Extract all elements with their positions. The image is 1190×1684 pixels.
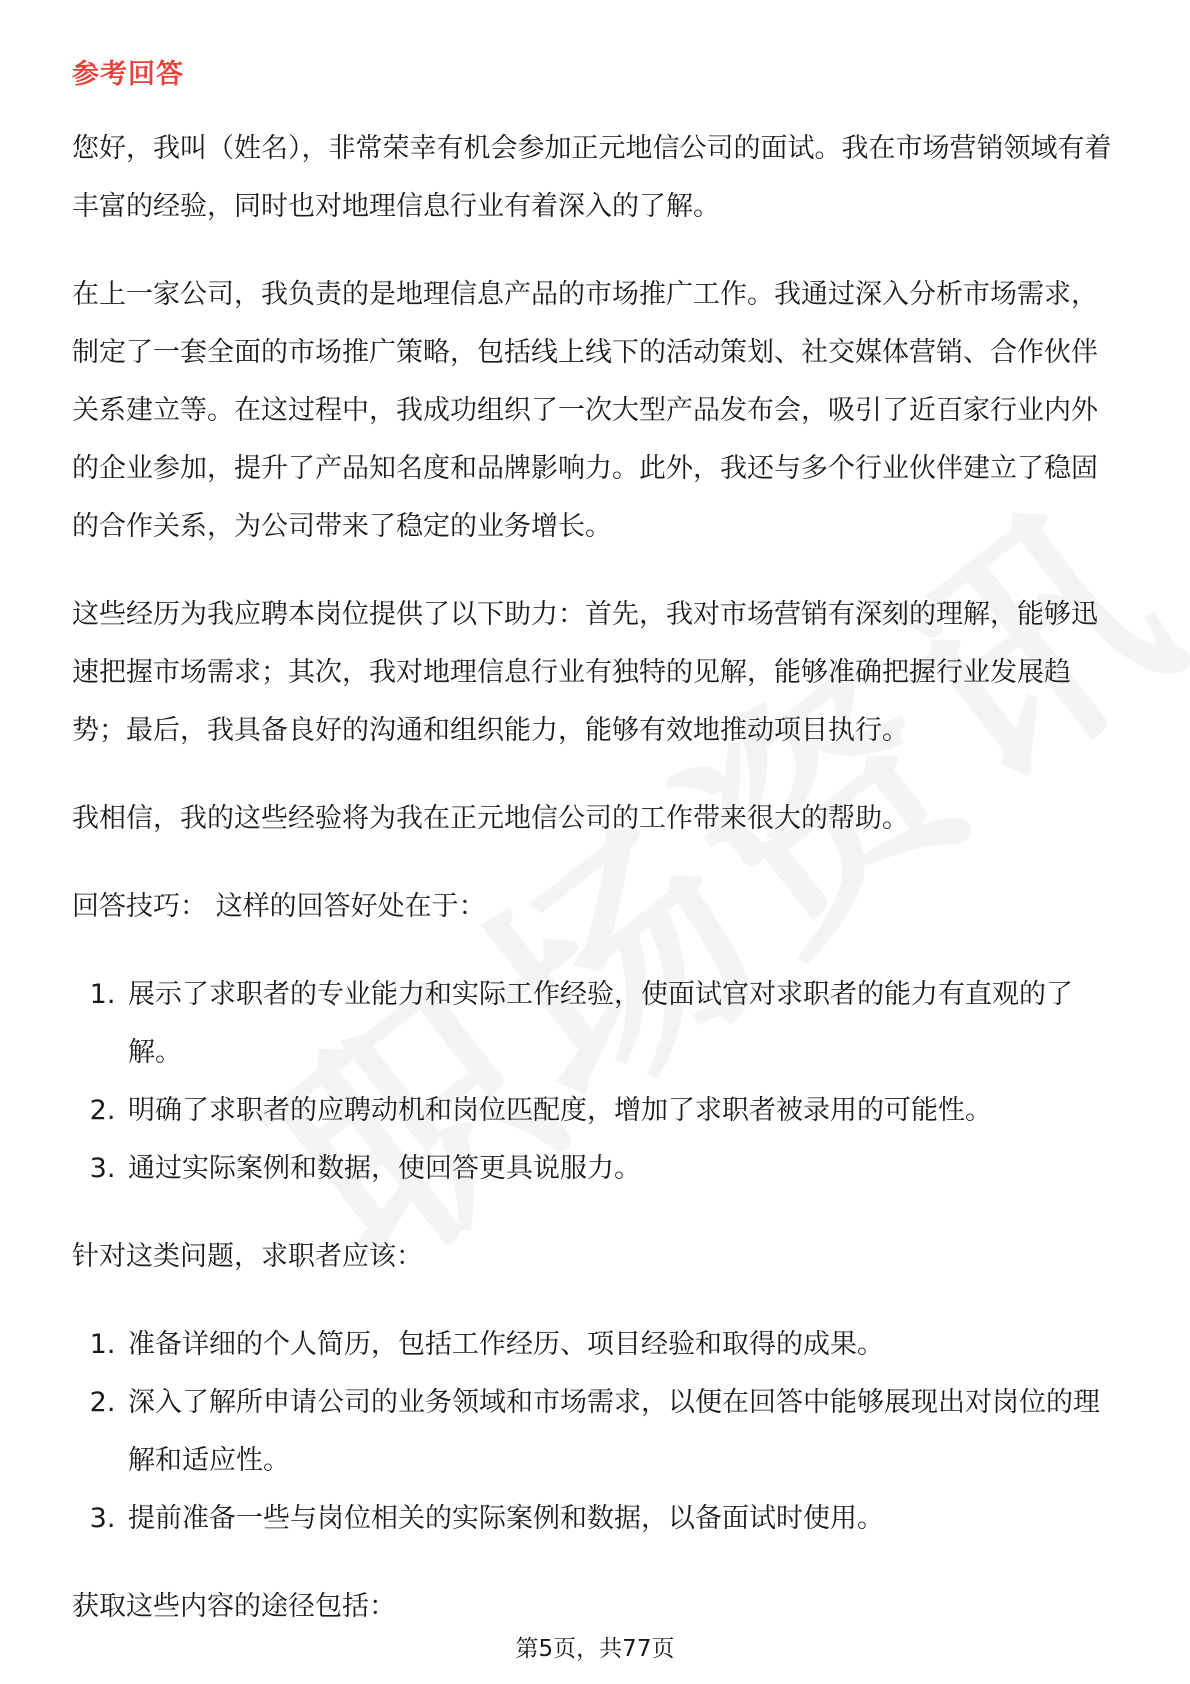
- list-item: 2. 明确了求职者的应聘动机和岗位匹配度，增加了求职者被录用的可能性。: [124, 1082, 1122, 1140]
- paragraph-sources-intro: 获取这些内容的途径包括：: [72, 1591, 396, 1622]
- page-number: 第5页，共77页: [515, 1636, 675, 1662]
- tips-list: [72, 966, 1122, 1198]
- list-item: 1. 准备详细的个人简历，包括工作经历、项目经验和取得的成果。: [124, 1316, 1122, 1374]
- list-item: 3. 提前准备一些与岗位相关的实际案例和数据，以备面试时使用。: [124, 1490, 1122, 1548]
- advice-list: [72, 1316, 1122, 1548]
- document-body: [72, 120, 1122, 1666]
- paragraph-strengths: 这些经历为我应聘本岗位提供了以下助力：首先，我对市场营销有深刻的理解，能够迅速把握市场需求；其次，我对地理信息行业有独特的见解，能够准确把握行业发展趋势；最后，我具备良好的沟通和组织能力，能够有效地推动项目执行。: [72, 599, 1098, 746]
- paragraph-closing: 我相信，我的这些经验将为我在正元地信公司的工作带来很大的帮助。: [72, 803, 909, 834]
- paragraph-experience: 在上一家公司，我负责的是地理信息产品的市场推广工作。我通过深入分析市场需求，制定了一套全面的市场推广策略，包括线上线下的活动策划、社交媒体营销、合作伙伴关系建立等。在这过程中，我成功组织了一次大型产品发布会，吸引了近百家行业内外的企业参加，提升了产品知名度和品牌影响力。此外，我还与多个行业伙伴建立了稳固的合作关系，为公司带来了稳定的业务增长。: [72, 279, 1098, 542]
- list-item: 1. 展示了求职者的专业能力和实际工作经验，使面试官对求职者的能力有直观的了解。: [124, 966, 1122, 1082]
- paragraph-intro: 您好，我叫（姓名），非常荣幸有机会参加正元地信公司的面试。我在市场营销领域有着丰富的经验，同时也对地理信息行业有着深入的了解。: [72, 133, 1112, 222]
- list-item: 3. 通过实际案例和数据，使回答更具说服力。: [124, 1140, 1122, 1198]
- paragraph-advice-intro: 针对这类问题，求职者应该：: [72, 1241, 423, 1272]
- section-heading: 参考回答: [72, 59, 184, 90]
- list-item: 2. 深入了解所申请公司的业务领域和市场需求，以便在回答中能够展现出对岗位的理解和适应性。: [124, 1374, 1122, 1490]
- paragraph-tips-intro: 回答技巧： 这样的回答好处在于：: [72, 891, 486, 922]
